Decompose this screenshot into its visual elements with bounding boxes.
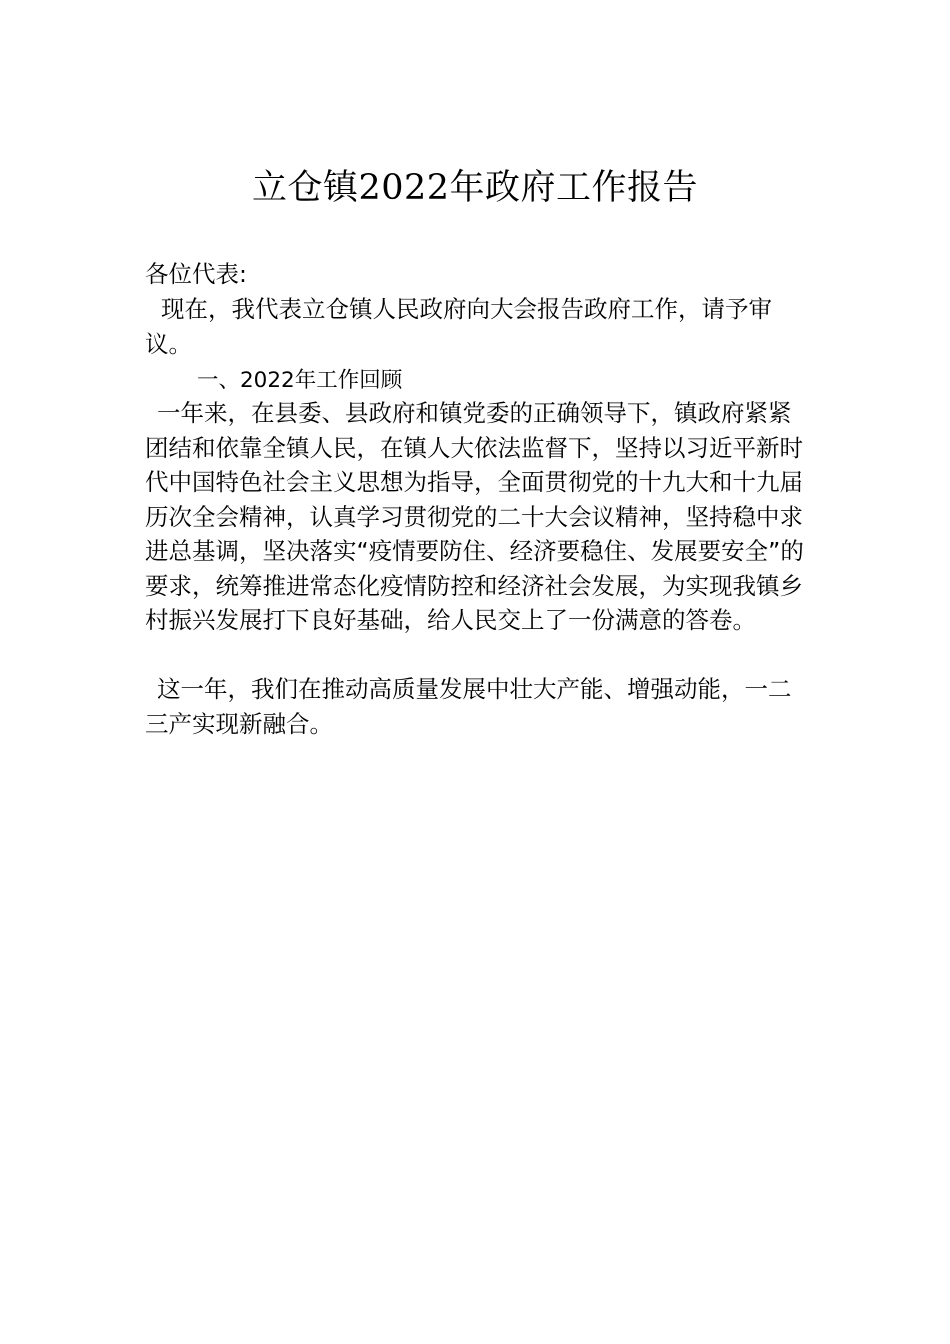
salutation: 各位代表: [145,260,247,288]
paragraph-industry: 这一年，我们在推动高质量发展中壮大产能、增强动能，一二三产实现新融合。 [145,675,792,738]
paragraph-intro: 现在，我代表立仓镇人民政府向大会报告政府工作，请予审议。 [145,295,772,358]
document-title: 立仓镇2022年政府工作报告 [251,168,699,208]
section-heading: 一、2022年工作回顾 [197,368,403,393]
paragraph-review: 一年来，在县委、县政府和镇党委的正确领导下，镇政府紧紧团结和依靠全镇人民，在镇人大依法监督下，坚持以习近平新时代中国特色社会主义思想为指导，全面贯彻党的十九大和十九届历次全会精神，认真学习贯彻党的二十大会议精神，坚持稳中求进总基调，坚决落实“疫情要防住、经济要稳住、发展要安全”的要求，统筹推进常态化疫情防控和经济社会发展，为实现我镇乡村振兴发展打下良好基础，给人民交上了一份满意的答卷。 [145,399,804,634]
